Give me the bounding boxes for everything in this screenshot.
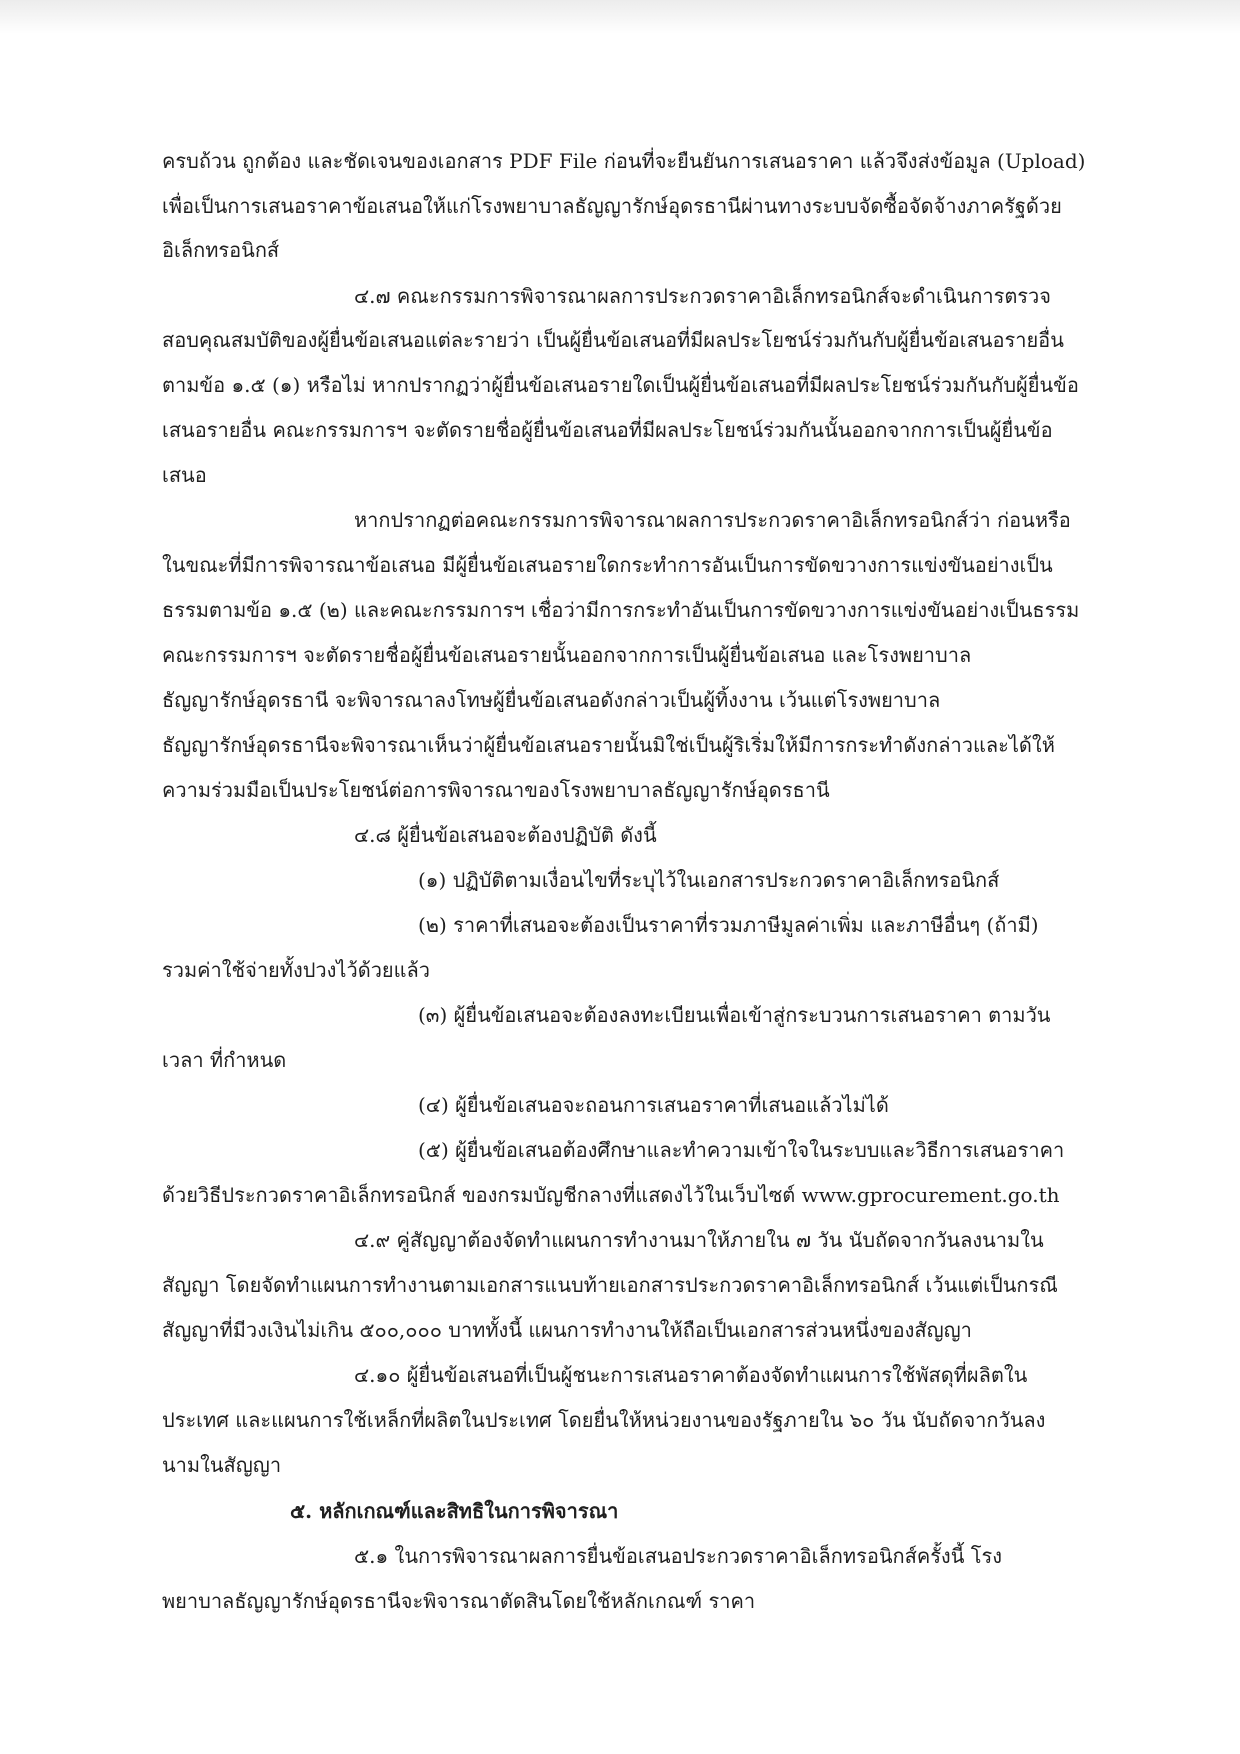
text-line: ประเทศ และแผนการใช้เหล็กที่ผลิตในประเทศ โดยยื่นให้หน่วยงานของรัฐภายใน ๖๐ วัน นับถัดจากวันลง (162, 1408, 1046, 1432)
text-line: ในขณะที่มีการพิจารณาข้อเสนอ มีผู้ยื่นข้อเสนอรายใดกระทำการอันเป็นการขัดขวางการแข่งขันอย่างเป็น (162, 553, 1053, 577)
text-line: เสนอรายอื่น คณะกรรมการฯ จะตัดรายชื่อผู้ยื่นข้อเสนอที่มีผลประโยชน์ร่วมกันนั้นออกจากการเป็นผู้ยื่นข้อ (162, 418, 1053, 442)
text-line: สัญญาที่มีวงเงินไม่เกิน ๕๐๐,๐๐๐ บาททั้งนี้ แผนการทำงานให้ถือเป็นเอกสารส่วนหนึ่งของสัญญา (162, 1318, 972, 1342)
text-line: ครบถ้วน ถูกต้อง และชัดเจนของเอกสาร PDF File ก่อนที่จะยืนยันการเสนอราคา แล้วจึงส่งข้อมูล (Upload) (162, 149, 1086, 173)
list-item-3: (๓) ผู้ยื่นข้อเสนอจะต้องลงทะเบียนเพื่อเข้าสู่กระบวนการเสนอราคา ตามวัน (418, 1003, 1051, 1027)
text-line: หากปรากฏต่อคณะกรรมการพิจารณาผลการประกวดราคาอิเล็กทรอนิกส์ว่า ก่อนหรือ (354, 508, 1071, 532)
text-line: เพื่อเป็นการเสนอราคาข้อเสนอให้แก่โรงพยาบาลธัญญารักษ์อุดรธานีผ่านทางระบบจัดซื้อจัดจ้างภาครัฐด้วย (162, 194, 1062, 218)
text-line: ตามข้อ ๑.๕ (๑) หรือไม่ หากปรากฏว่าผู้ยื่นข้อเสนอรายใดเป็นผู้ยื่นข้อเสนอที่มีผลประโยชน์ร่วมกันกับผู้ยื่นข้อ (162, 373, 1079, 397)
list-item-2: (๒) ราคาที่เสนอจะต้องเป็นราคาที่รวมภาษีมูลค่าเพิ่ม และภาษีอื่นๆ (ถ้ามี) (418, 913, 1039, 937)
list-item-4: (๔) ผู้ยื่นข้อเสนอจะถอนการเสนอราคาที่เสนอแล้วไม่ได้ (418, 1093, 889, 1117)
text-line: รวมค่าใช้จ่ายทั้งปวงไว้ด้วยแล้ว (162, 958, 431, 982)
text-line: สัญญา โดยจัดทำแผนการทำงานตามเอกสารแนบท้ายเอกสารประกวดราคาอิเล็กทรอนิกส์ เว้นแต่เป็นกรณี (162, 1273, 1058, 1297)
list-item-1: (๑) ปฏิบัติตามเงื่อนไขที่ระบุไว้ในเอกสารประกวดราคาอิเล็กทรอนิกส์ (418, 868, 1000, 892)
text-line: คณะกรรมการฯ จะตัดรายชื่อผู้ยื่นข้อเสนอรายนั้นออกจากการเป็นผู้ยื่นข้อเสนอ และโรงพยาบาล (162, 643, 972, 667)
section-5-1: ๕.๑ ในการพิจารณาผลการยื่นข้อเสนอประกวดราคาอิเล็กทรอนิกส์ครั้งนี้ โรง (354, 1544, 1002, 1568)
section-4-9: ๔.๙ คู่สัญญาต้องจัดทำแผนการทำงานมาให้ภายใน ๗ วัน นับถัดจากวันลงนามใน (354, 1228, 1044, 1252)
text-line: ธรรมตามข้อ ๑.๕ (๒) และคณะกรรมการฯ เชื่อว่ามีการกระทำอันเป็นการขัดขวางการแข่งขันอย่างเป็นธรรม (162, 598, 1080, 622)
text-line: อิเล็กทรอนิกส์ (162, 238, 280, 262)
text-line: เสนอ (162, 463, 207, 487)
list-item-5: (๕) ผู้ยื่นข้อเสนอต้องศึกษาและทำความเข้าใจในระบบและวิธีการเสนอราคา (418, 1138, 1065, 1162)
text-line: ธัญญารักษ์อุดรธานี จะพิจารณาลงโทษผู้ยื่นข้อเสนอดังกล่าวเป็นผู้ทิ้งงาน เว้นแต่โรงพยาบาล (162, 688, 941, 712)
text-line: สอบคุณสมบัติของผู้ยื่นข้อเสนอแต่ละรายว่า เป็นผู้ยื่นข้อเสนอที่มีผลประโยชน์ร่วมกันกับผู้ยื่นข้อเสนอรายอื่น (162, 328, 1064, 352)
text-line: ความร่วมมือเป็นประโยชน์ต่อการพิจารณาของโรงพยาบาลธัญญารักษ์อุดรธานี (162, 778, 830, 802)
text-line: ด้วยวิธีประกวดราคาอิเล็กทรอนิกส์ ของกรมบัญชีกลางที่แสดงไว้ในเว็บไซต์ www.gprocurement.go.th (162, 1183, 1060, 1207)
text-line: พยาบาลธัญญารักษ์อุดรธานีจะพิจารณาตัดสินโดยใช้หลักเกณฑ์ ราคา (162, 1589, 756, 1613)
section-5-heading: ๕. หลักเกณฑ์และสิทธิในการพิจารณา (290, 1499, 619, 1523)
text-line: เวลา ที่กำหนด (162, 1048, 287, 1072)
section-4-7: ๔.๗ คณะกรรมการพิจารณาผลการประกวดราคาอิเล็กทรอนิกส์จะดำเนินการตรวจ (354, 284, 1051, 308)
text-line: นามในสัญญา (162, 1453, 282, 1477)
section-4-8: ๔.๘ ผู้ยื่นข้อเสนอจะต้องปฏิบัติ ดังนี้ (354, 823, 657, 847)
section-4-10: ๔.๑๐ ผู้ยื่นข้อเสนอที่เป็นผู้ชนะการเสนอราคาต้องจัดทำแผนการใช้พัสดุที่ผลิตใน (354, 1363, 1028, 1387)
text-line: ธัญญารักษ์อุดรธานีจะพิจารณาเห็นว่าผู้ยื่นข้อเสนอรายนั้นมิใช่เป็นผู้ริเริ่มให้มีการกระทำดังกล่าวและได้ให้ (162, 733, 1055, 757)
